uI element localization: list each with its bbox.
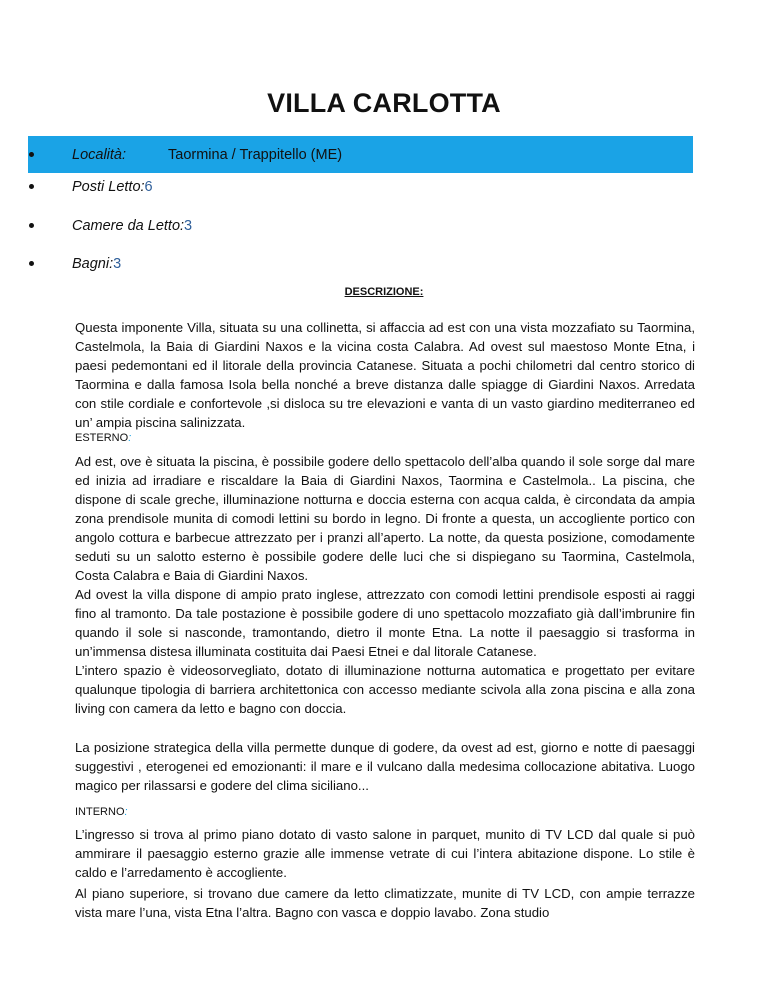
exterior-paragraph-2: Ad ovest la villa dispone di ampio prato inglese, attrezzato con comodi lettini prendisole esposti ai raggi fino al tramonto. Da tale postazione è possibile godere di uno spettacolo mozzafiato già dall’imbrunire fin quando il sole si nasconde, tramontando, dietro il monte Etna. La notte il paesaggio si trasforma in un’immensa distesa illuminata costituita dai Paesi Etnei e dal litorale Catanese. [75,587,695,659]
location-value: Taormina / Trappitello (ME) [168,146,343,163]
info-baths [0,245,768,282]
bedrooms-label: Camere da Letto: [72,217,185,234]
exterior-paragraph-4: La posizione strategica della villa permette dunque di godere, da ovest ad est, giorno e notte di paesaggi suggestivi , eterogenei ed emozionanti: il mare e il vulcano dalla medesima collocazione abitativa. Luogo magico per rilassarsi e godere del clima siciliano... [75,740,695,793]
interior-colon: : [124,806,128,818]
exterior-label-text: ESTERNO [75,432,129,444]
exterior-paragraph-3: L’intero spazio è videosorvegliato, dotato di illuminazione notturna automatica e progettato per evitare qualunque tipologia di barriera architettonica con accesso mediante scivola alla zona piscina e alla zona living con camera da letto e bagno con doccia. [75,663,695,716]
description-heading: DESCRIZIONE: [344,286,424,298]
bullet-icon [29,184,34,189]
exterior-paragraph-1: Ad est, ove è situata la piscina, è possibile godere dello spettacolo dell’alba quando il sole sorge dal mare ed inizia ad irradiare e riscaldare la Baia di Giardini Naxos, Taormina e Castelmola.. La piscina, che dispone di scale greche, illuminazione notturna e doccia esterna con acqua calda, è circondata da ampia zona prendisole munita di comodi lettini su bordo in legno. Di fronte a questa, un accogliente portico con angolo cottura e barbecue attrezzato per i pranzi all’aperto. La notte, da questa posizione, comodamente seduti su un salotto esterno è possibile godere delle luci che si dispiegano su Taormina, Castelmola, Costa Calabra e Baia di Giardini Naxos. [75,454,695,583]
info-bedrooms [0,207,768,244]
interior-label-text: INTERNO [75,806,125,818]
bullet-icon [29,223,34,228]
bullet-icon [29,152,34,157]
interior-paragraph-1: L’ingresso si trova al primo piano dotato di vasto salone in parquet, munito di TV LCD dal quale si può ammirare il paesaggio esterno grazie alle immense vetrate di cui l’intera abitazione dispone. Lo stile è caldo e l’arredamento è accogliente. [75,827,695,880]
exterior-label [75,432,131,444]
bedrooms-value: 3 [184,217,193,234]
interior-paragraph-2: Al piano superiore, si trovano due camere da letto climatizzate, munite di TV LCD, con ampie terrazze vista mare l’una, vista Etna l’altra. Bagno con vasca e doppio lavabo. Zona studio [75,886,695,920]
location-label: Località: [72,146,127,163]
bullet-icon [29,261,34,266]
exterior-colon: : [128,432,132,444]
description-paragraph: Questa imponente Villa, situata su una collinetta, si affaccia ad est con una vista mozzafiato su Taormina, Castelmola, la Baia di Giardini Naxos e la vicina costa Calabra. Ad ovest sul maestoso Monte Etna, i paesi pedemontani ed il litorale della provincia Catanese. Situata a pochi chilometri dal centro storico di Taormina e dalla famosa Isola bella nonché a breve distanza dalle spiagge di Giardini Naxos. Arredata con stile cordiale e confortevole ,si disloca su tre elevazioni e vanta di un vasto giardino mediterraneo ed un’ ampia piscina salinizzata. [75,320,695,430]
interior-label [75,806,128,818]
baths-label: Bagni: [72,255,114,272]
page-title: VILLA CARLOTTA [267,88,501,118]
beds-label: Posti Letto: [72,178,145,195]
baths-value: 3 [113,255,122,272]
beds-value: 6 [144,178,153,195]
info-beds [0,168,768,205]
